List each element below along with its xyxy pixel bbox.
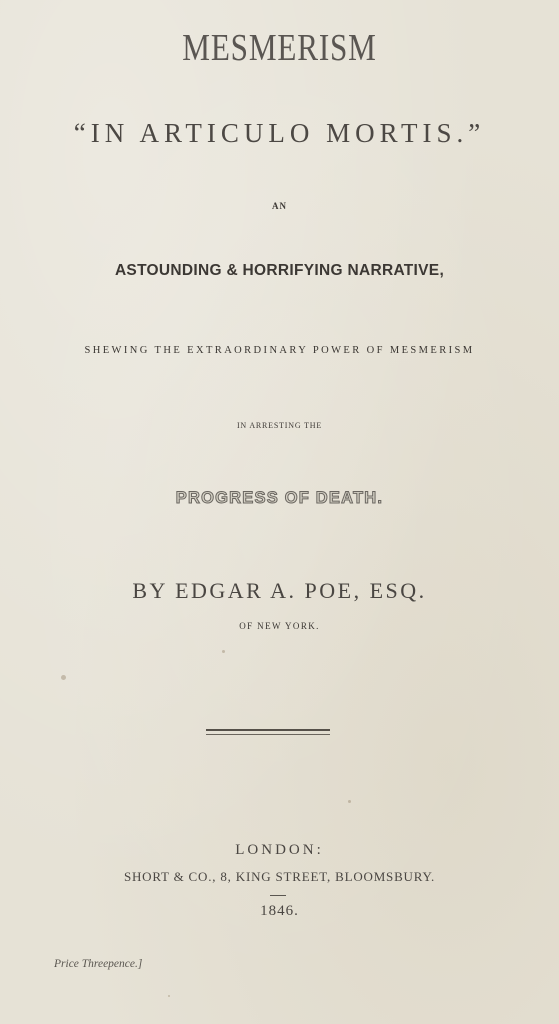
progress-of-death-heading: PROGRESS OF DEATH. bbox=[175, 489, 384, 507]
price-note: Price Threepence.] bbox=[54, 958, 143, 970]
imprint-city: LONDON: bbox=[235, 842, 324, 858]
paper-stain bbox=[61, 675, 66, 680]
book-subtitle: “IN ARTICULO MORTIS.” bbox=[73, 118, 486, 148]
narrative-heading: ASTOUNDING & HORRIFYING NARRATIVE, bbox=[114, 262, 445, 279]
paper-stain bbox=[168, 995, 170, 997]
imprint-divider bbox=[270, 895, 286, 896]
paper-stain bbox=[348, 800, 351, 803]
ornamental-rule bbox=[206, 729, 330, 735]
arresting-line: IN ARRESTING THE bbox=[236, 421, 323, 430]
book-title: MESMERISM bbox=[182, 27, 377, 69]
author-byline: BY EDGAR A. POE, ESQ. bbox=[132, 578, 427, 603]
paper-stain bbox=[222, 650, 225, 653]
imprint-year: 1846. bbox=[260, 903, 299, 919]
article-word: AN bbox=[272, 201, 287, 211]
imprint-publisher: SHORT & CO., 8, KING STREET, BLOOMSBURY. bbox=[123, 869, 436, 884]
description-line: SHEWING THE EXTRAORDINARY POWER OF MESMERISM bbox=[84, 345, 475, 356]
author-location: OF NEW YORK. bbox=[239, 621, 320, 631]
